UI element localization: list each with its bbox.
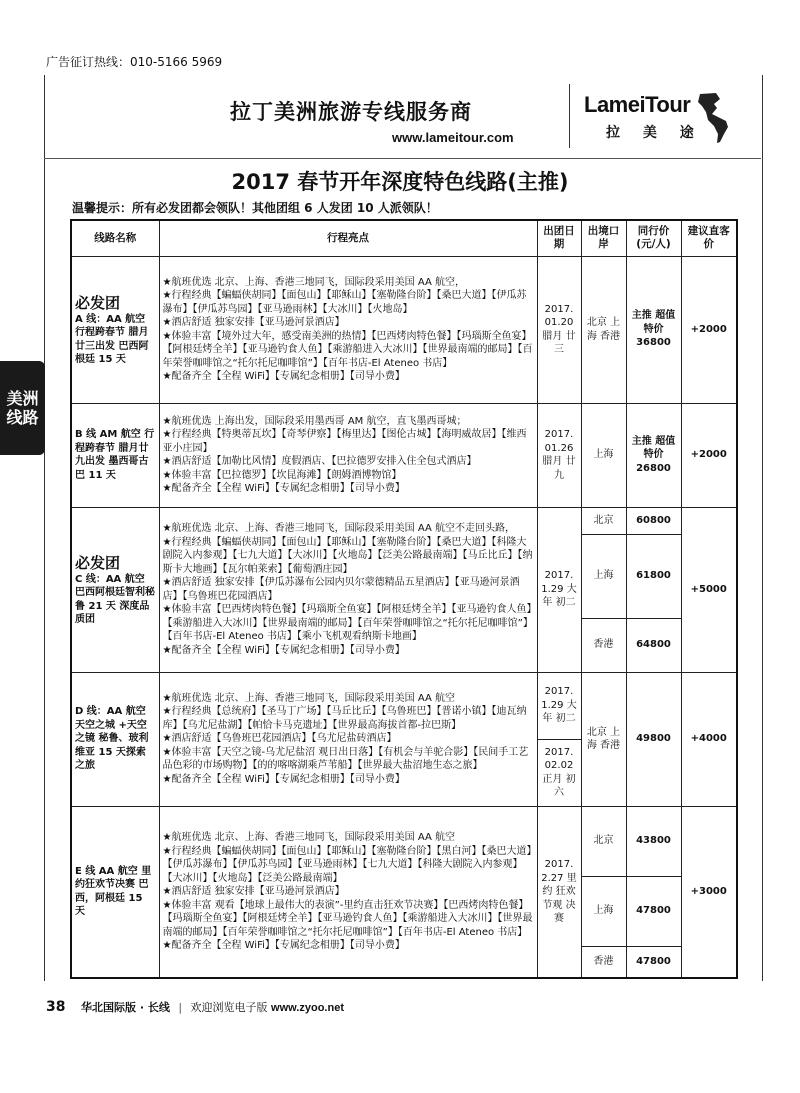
- highlight-line: ★航班优选 北京、上海、香港三地同飞，国际段采用美国 AA 航空: [162, 832, 455, 843]
- departure-port: 上海: [581, 876, 626, 946]
- highlight-line: ★航班优选 北京、上海、香港三地同飞，国际段采用美国 AA 航空，: [162, 276, 465, 288]
- highlight-line: ★体验丰富【境外过大年，感受南美洲的热情】【巴西烤肉特色餐】【玛瑙斯全鱼宴】【阿根廷烤全羊】【亚马逊钓食人鱼】【乘游船进入大冰川】【世界最南端的邮局】【百年荣誉咖啡馆之“托尔托尼咖啡馆”】【百年书店-El Ateneo 书店】: [162, 330, 533, 369]
- departure-date: 2017. 01.20 腊月 廿三: [537, 256, 581, 403]
- departure-date: 2017. 02.02 正月 初六: [537, 739, 581, 806]
- route-name-cell: [71, 507, 159, 672]
- footer-slogan: 欢迎浏览电子版: [190, 1001, 268, 1014]
- logo-text-cn: 拉 美 途: [606, 125, 703, 141]
- route-name: B 线 AM 航空 行程跨春节 腊月廿九出发 墨西哥古巴 11 天: [75, 429, 155, 481]
- highlight-line: ★酒店舒适 独家安排【伊瓜苏瀑布公园内贝尔蒙德精品五星酒店】【亚马逊河景酒店】【乌鲁班巴花园酒店】: [162, 577, 520, 602]
- route-name: C 线：AA 航空 巴西阿根廷智利秘鲁 21 天 深度品质团: [75, 573, 155, 625]
- header-route-name: 线路名称: [71, 220, 159, 256]
- logo-text-en: LameiTour: [584, 92, 691, 117]
- route-highlights: [159, 256, 537, 403]
- trade-price: 主推 超值 特价 26800: [626, 403, 681, 507]
- ad-hotline: 广告征订热线：010-5166 5969: [46, 55, 223, 69]
- header-date: 出团日期: [537, 220, 581, 256]
- departure-port: 北京: [581, 507, 626, 534]
- departure-date: 2017. 01.26 腊月 廿九: [537, 403, 581, 507]
- page-number: 38: [46, 999, 66, 1015]
- page-footer: [46, 999, 344, 1015]
- highlight-line: ★行程经典【蝙蝠侠胡同】【面包山】【耶稣山】【塞勒隆台阶】【桑巴大道】【科隆大剧院入内参观】【七九大道】【大冰川】【火地岛】【泛美公路最南端】【马丘比丘】【纳斯卡大地画】【瓦尔帕莱索】【葡萄酒庄园】: [162, 536, 533, 575]
- table-row-route-a: [71, 256, 737, 403]
- route-name-cell: [71, 256, 159, 403]
- highlight-line: ★航班优选 北京、上海、香港三地同飞，国际段采用美国 AA 航空: [162, 692, 455, 704]
- highlight-line: ★配备齐全【全程 WiFi】【专属纪念相册】【司导小费】: [162, 773, 405, 785]
- highlight-line: ★酒店舒适【乌鲁班巴花园酒店】【乌尤尼盐砖酒店】: [162, 733, 397, 745]
- departure-port: 香港: [581, 618, 626, 672]
- highlight-line: ★酒店舒适【加勒比风情】度假酒店、【巴拉德罗安排入住全包式酒店】: [162, 456, 477, 467]
- departure-port: 北京 上海 香港: [581, 672, 626, 806]
- highlight-line: ★航班优选 北京、上海、香港三地同飞，国际段采用美国 AA 航空不走回头路，: [162, 523, 515, 534]
- departure-port: 北京 上海 香港: [581, 256, 626, 403]
- route-name-cell: [71, 672, 159, 806]
- highlight-line: ★配备齐全【全程 WiFi】【专属纪念相册】【司导小费】: [162, 371, 405, 382]
- trade-price: 64800: [626, 618, 681, 672]
- suggested-price: +2000: [681, 403, 737, 507]
- departure-date: 2017. 1.29 大年 初二: [537, 507, 581, 672]
- highlight-line: ★体验丰富 观看【地球上最伟大的表演”-里约直击狂欢节决赛】【巴西烤肉特色餐】【玛瑙斯全鱼宴】【阿根廷烤全羊】【亚马逊钓食人鱼】【乘游船进入大冰川】【世界最南端的邮局】【百年荣誉咖啡馆之“托尔托尼咖啡馆”】【百年书店-El Ateneo 书店】: [162, 899, 533, 938]
- suggested-price: +5000: [681, 507, 737, 672]
- route-highlights: [159, 672, 537, 806]
- trade-price: 60800: [626, 507, 681, 534]
- departure-port: 上海: [581, 403, 626, 507]
- highlight-line: ★行程经典【特奥蒂瓦坎】【奇琴伊察】【梅里达】【图伦古城】【海明威故居】【维西亚小庄园】: [162, 429, 527, 454]
- company-website[interactable]: www.lameitour.com: [392, 130, 514, 145]
- departure-port: 上海: [581, 534, 626, 618]
- highlight-line: ★体验丰富【巴拉德罗】【坎昆海滩】【朗姆酒博物馆】: [162, 469, 402, 481]
- table-row-route-c: [71, 507, 737, 534]
- highlight-line: ★酒店舒适 独家安排【亚马逊河景酒店】: [162, 886, 345, 897]
- route-tag: 必发团: [75, 293, 121, 312]
- footer-separator: |: [178, 1001, 183, 1014]
- suggested-price: +4000: [681, 672, 737, 806]
- header-suggest: 建议直客价: [681, 220, 737, 256]
- footer-website-link[interactable]: www.zyoo.net: [271, 1002, 344, 1014]
- suggested-price: +3000: [681, 806, 737, 978]
- route-name: A 线：AA 航空 行程跨春节 腊月廿三出发 巴西阿根廷 15 天: [75, 313, 149, 365]
- route-tag: 必发团: [75, 553, 121, 572]
- route-name: E 线 AA 航空 里约狂欢节决赛 巴西，阿根廷 15 天: [75, 865, 152, 918]
- route-name-cell: [71, 806, 159, 978]
- lameitour-logo: [578, 90, 748, 152]
- table-row-route-d: [71, 672, 737, 739]
- company-name: 拉丁美洲旅游专线服务商: [230, 100, 472, 124]
- highlight-line: ★酒店舒适 独家安排【亚马逊河景酒店】: [162, 317, 345, 328]
- trade-price: 主推 超值 特价 36800: [626, 256, 681, 403]
- trade-price: 61800: [626, 534, 681, 618]
- main-title: 2017 春节开年深度特色线路(主推): [231, 170, 569, 194]
- section-name: 华北国际版 · 长线: [80, 1001, 170, 1014]
- highlight-line: ★配备齐全【全程 WiFi】【专属纪念相册】【司导小费】: [162, 483, 405, 494]
- highlight-line: ★行程经典【总统府】【圣马丁广场】【马丘比丘】【乌鲁班巴】【普诺小镇】【迪瓦纳库】【乌尤尼盐湖】【帕恰卡马克遗址】【世界最高海拔首都-拉巴斯】: [162, 706, 527, 731]
- highlight-line: ★行程经典【蝙蝠侠胡同】【面包山】【耶稣山】【塞勒隆台阶】【桑巴大道】【伊瓜苏瀑布】【伊瓜苏鸟园】【亚马逊雨林】【大冰川】【火地岛】: [162, 290, 527, 315]
- route-highlights: [159, 806, 537, 978]
- suggested-price: +2000: [681, 256, 737, 403]
- header-divider: [569, 84, 570, 148]
- departure-date: 2017. 1.29 大年 初二: [537, 672, 581, 739]
- highlight-line: ★航班优选 上海出发，国际段采用墨西哥 AM 航空，直飞墨西哥城；: [162, 415, 467, 427]
- highlight-line: ★配备齐全【全程 WiFi】【专属纪念相册】【司导小费】: [162, 940, 405, 951]
- header-highlights: 行程亮点: [159, 220, 537, 256]
- highlight-line: ★行程经典【蝙蝠侠胡同】【面包山】【耶稣山】【塞勒隆台阶】【黑白河】【桑巴大道】【伊瓜苏瀑布】【伊瓜苏鸟园】【亚马逊雨林】【七九大道】【科隆大剧院入内参观】【大冰川】【火地岛】【泛美公路最南端】: [162, 845, 532, 884]
- header-price: 同行价(元/人): [626, 220, 681, 256]
- trade-price: 47800: [626, 876, 681, 946]
- highlight-line: ★配备齐全【全程 WiFi】【专属纪念相册】【司导小费】: [162, 644, 405, 656]
- header-rule: [44, 158, 761, 159]
- header-port: 出境口岸: [581, 220, 626, 256]
- route-name-cell: [71, 403, 159, 507]
- departure-port: 香港: [581, 946, 626, 978]
- trade-price: 49800: [626, 672, 681, 806]
- route-name: D 线：AA 航空 天空之城 +天空之镜 秘鲁、玻利维亚 15 天探索之旅: [75, 706, 149, 772]
- section-tab-line: 美洲: [6, 389, 39, 408]
- route-highlights: [159, 403, 537, 507]
- section-tab-line: 线路: [6, 408, 39, 427]
- routes-table: [70, 219, 738, 979]
- trade-price: 47800: [626, 946, 681, 978]
- section-tab-americas: [0, 361, 45, 455]
- americas-map-icon: [690, 90, 746, 146]
- departure-port: 北京: [581, 806, 626, 876]
- highlight-line: ★体验丰富【巴西烤肉特色餐】【玛瑙斯全鱼宴】【阿根廷烤全羊】【亚马逊钓食人鱼】【乘游船进入大冰川】【世界最南端的邮局】【百年荣誉咖啡馆之“托尔托尼咖啡馆”】【百年书店-El Ateneo 书店】【乘小飞机观看纳斯卡地画】: [162, 604, 533, 642]
- notice-text: 温馨提示：所有必发团都会领队！其他团组 6 人发团 10 人派领队！: [72, 201, 438, 215]
- trade-price: 43800: [626, 806, 681, 876]
- route-highlights: [159, 507, 537, 672]
- table-row-route-e: [71, 806, 737, 876]
- departure-date: 2017. 2.27 里约 狂欢 节观 决赛: [537, 806, 581, 978]
- table-header-row: [71, 220, 737, 256]
- table-row-route-b: [71, 403, 737, 507]
- highlight-line: ★体验丰富【天空之镜-乌尤尼盐沼 观日出日落】【有机会与羊驼合影】【民间手工艺品色彩的市场购物】【的的喀喀湖乘芦苇船】【世界最大盐沼地生态之旅】: [162, 746, 529, 772]
